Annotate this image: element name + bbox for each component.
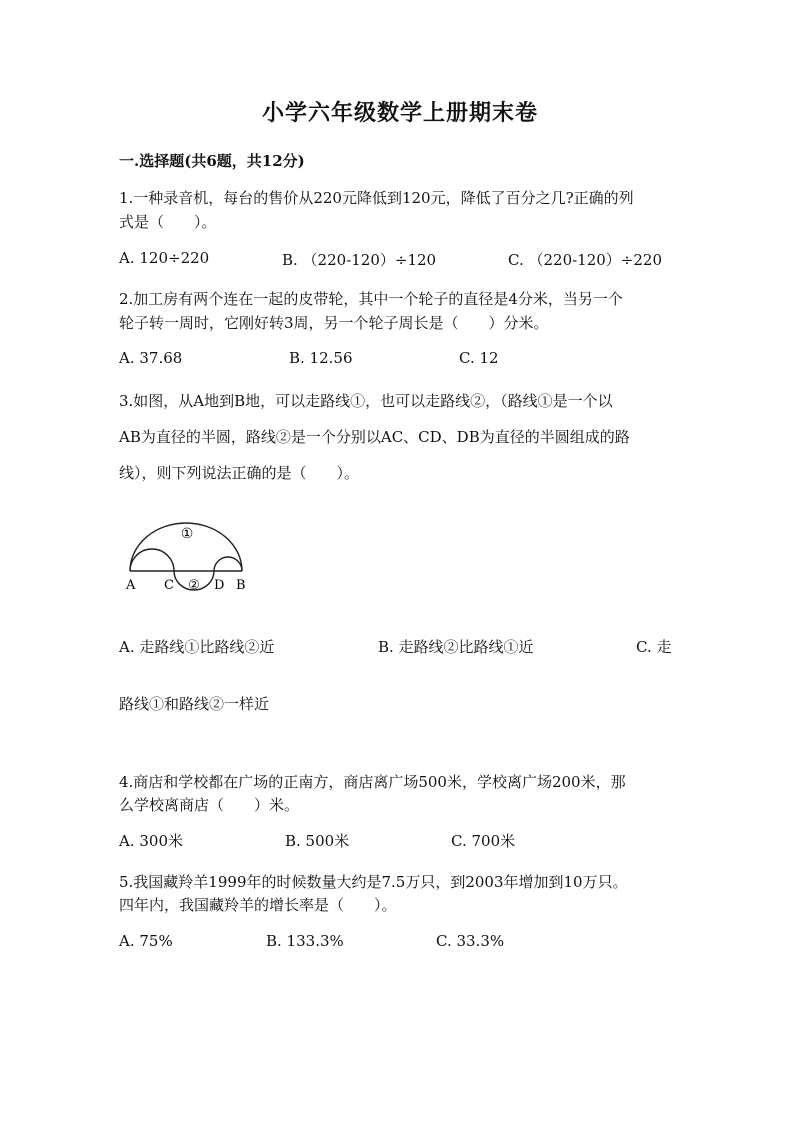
question-text-line: 么学校离商店（ ）米。 bbox=[119, 796, 300, 814]
option-c: C. 12 bbox=[459, 349, 499, 367]
question-text-line: 2.加工房有两个连在一起的皮带轮，其中一个轮子的直径是4分米，当另一个 bbox=[119, 290, 623, 308]
option-a: A. 走路线①比路线②近 bbox=[119, 638, 275, 656]
point-c-label: C bbox=[164, 578, 174, 593]
option-a: A. 37.68 bbox=[119, 349, 183, 367]
option-c-continued: 路线①和路线②一样近 bbox=[119, 695, 270, 713]
option-b: B. 12.56 bbox=[289, 349, 353, 367]
option-b: B. 500米 bbox=[285, 832, 350, 850]
option-b: B. 走路线②比路线①近 bbox=[378, 638, 534, 656]
option-c: C. 走 bbox=[636, 638, 672, 656]
section-heading: 一.选择题(共6题，共12分) bbox=[119, 152, 305, 170]
question-text-line: 5.我国藏羚羊1999年的时候数量大约是7.5万只，到2003年增加到10万只。 bbox=[119, 873, 628, 891]
option-a: A. 120÷220 bbox=[119, 249, 210, 267]
question-text-line: 四年内，我国藏羚羊的增长率是（ ）。 bbox=[119, 896, 397, 914]
option-b: B. （220-120）÷120 bbox=[282, 251, 437, 269]
question-text-line: 4.商店和学校都在广场的正南方，商店离广场500米，学校离广场200米，那 bbox=[119, 773, 626, 791]
route-2-arc-db bbox=[214, 557, 242, 571]
option-c: C. 33.3% bbox=[436, 932, 505, 950]
option-c: C. （220-120）÷220 bbox=[508, 251, 663, 269]
route-1-label: ① bbox=[180, 526, 194, 542]
option-a: A. 75% bbox=[119, 932, 173, 950]
question-text-line: 1.一种录音机，每台的售价从220元降低到120元，降低了百分之几?正确的列 bbox=[119, 189, 634, 207]
option-c: C. 700米 bbox=[451, 832, 516, 850]
page-title: 小学六年级数学上册期末卷 bbox=[261, 100, 538, 126]
point-b-label: B bbox=[236, 578, 246, 593]
point-d-label: D bbox=[214, 578, 225, 593]
route-2-arc-ac bbox=[130, 549, 174, 571]
route-diagram bbox=[118, 510, 258, 600]
route-2-label: ② bbox=[188, 578, 200, 593]
option-a: A. 300米 bbox=[119, 832, 183, 850]
question-text-line: AB为直径的半圆，路线②是一个分别以AC、CD、DB为直径的半圆组成的路 bbox=[119, 428, 630, 446]
question-text-line: 3.如图，从A地到B地，可以走路线①，也可以走路线②，（路线①是一个以 bbox=[119, 392, 613, 410]
question-text-line: 轮子转一周时，它刚好转3周，另一个轮子周长是（ ）分米。 bbox=[119, 314, 549, 332]
option-b: B. 133.3% bbox=[266, 932, 344, 950]
point-a-label: A bbox=[126, 578, 136, 593]
question-text-line: 式是（ ）。 bbox=[119, 213, 217, 231]
question-text-line: 线），则下列说法正确的是（ ）。 bbox=[119, 464, 360, 482]
